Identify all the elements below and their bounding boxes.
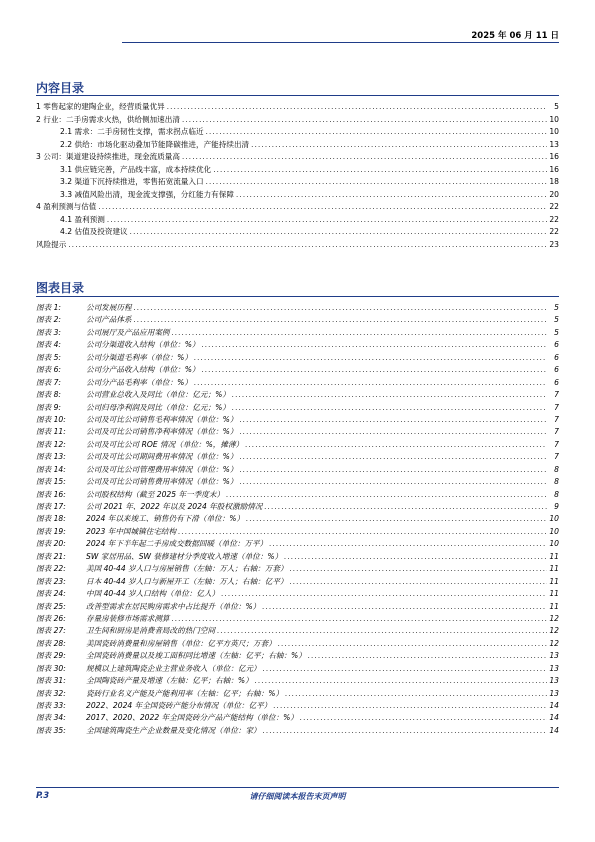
figure-entry-number: 图表 1: (36, 303, 61, 312)
figure-entry-number: 图表 7: (36, 377, 61, 387)
figure-entry-page: 9 (554, 502, 559, 511)
figure-entry-number: 图表 33: (36, 701, 66, 710)
dot-leader (202, 364, 547, 376)
figure-entry-page: 13 (549, 676, 559, 686)
figure-entry-label: 日本 40-44 岁人口与新屋开工（左轴：万人；右轴：亿平） (86, 576, 288, 586)
figure-entry[interactable] (36, 476, 559, 488)
figure-entry[interactable] (36, 402, 559, 414)
dot-leader (300, 712, 547, 724)
figure-entry-number: 图表 28: (36, 638, 66, 648)
figure-entry-page: 7 (554, 414, 559, 424)
figure-entry[interactable] (36, 389, 559, 401)
figure-entry[interactable] (36, 352, 559, 364)
contents-entry[interactable] (36, 226, 559, 239)
dot-leader (240, 464, 548, 476)
figure-entry[interactable] (36, 526, 559, 538)
contents-entry-label: 2.1 需求：二手房韧性支撑，需求拐点临近 (60, 127, 204, 136)
dot-leader (68, 239, 547, 252)
figure-entry-page: 11 (549, 576, 559, 586)
dot-leader (246, 513, 547, 525)
figure-entry-number: 图表 31: (36, 676, 66, 686)
figure-entry[interactable] (36, 625, 559, 637)
contents-entry-label: 3.2 渠道下沉持续推进，零售拓宽流量入口 (60, 177, 204, 186)
figure-entry[interactable] (36, 327, 559, 339)
figure-entry-number: 图表 19: (36, 526, 66, 536)
contents-list (36, 101, 559, 251)
contents-entry-page: 22 (549, 202, 559, 211)
figure-entry-page: 6 (554, 352, 559, 362)
dot-leader (232, 402, 547, 414)
figure-entry-number: 图表 21: (36, 551, 66, 561)
figure-entry-page: 7 (554, 427, 559, 437)
figure-entry-number: 图表 30: (36, 663, 66, 673)
dot-leader (240, 426, 548, 438)
figure-entry-number: 图表 22: (36, 564, 66, 574)
contents-entry-label: 3.3 减值风险出清，现金流支撑强，分红能力有保障 (60, 189, 234, 199)
figure-entry[interactable] (36, 464, 559, 476)
figure-entry-page: 7 (554, 439, 559, 449)
figure-entry-page: 8 (554, 464, 559, 474)
contents-entry[interactable] (36, 139, 559, 152)
contents-entry-page: 13 (549, 139, 559, 149)
figure-entry-label: 2024 年下半年起二手房成交数据回暖（单位：万平） (86, 539, 268, 549)
dot-leader (182, 151, 547, 164)
figure-entry[interactable] (36, 451, 559, 463)
figure-entry[interactable] (36, 339, 559, 351)
figure-entry-page: 13 (549, 663, 559, 673)
figure-entry[interactable] (36, 675, 559, 687)
figure-entry-label: 全国陶瓷砖产量及增速（左轴：亿平；右轴：%） (86, 676, 253, 686)
figure-entry-label: SW 家居用品、SW 装修建材分季度收入增速（单位：%） (86, 551, 283, 561)
dot-leader (240, 451, 548, 463)
figure-entry-number: 图表 12: (36, 439, 66, 449)
figure-entry-number: 图表 9: (36, 402, 61, 412)
figure-entry-label: 公司及可比公司 ROE 情况（单位：%，摊薄） (86, 439, 244, 449)
figure-entry[interactable] (36, 314, 559, 326)
contents-entry-page: 22 (549, 227, 559, 236)
contents-entry-page: 23 (549, 239, 559, 249)
figure-entry[interactable] (36, 563, 559, 575)
figure-entry-label: 2017、2020、2022 年全国瓷砖分产品产能结构（单位：%） (86, 713, 298, 723)
figure-entry-label: 公司 2021 年、2022 年以及 2024 年股权激励情况 (86, 502, 263, 511)
figure-entry-label: 改善型需求在居民购房需求中占比提升（单位：%） (86, 601, 261, 611)
figure-entry[interactable] (36, 414, 559, 426)
contents-entry[interactable] (36, 189, 559, 202)
figure-entry-page: 5 (554, 303, 559, 312)
figures-title-rule (36, 296, 559, 297)
dot-leader (217, 625, 547, 637)
figure-entry-number: 图表 11: (36, 427, 66, 437)
figure-entry-page: 14 (549, 725, 559, 735)
figure-entry-page: 11 (549, 589, 559, 599)
contents-entry-label: 2.2 供给：市场化驱动叠加节能降碳推进，产能持续出清 (60, 139, 250, 149)
figure-entry-label: 规模以上建筑陶瓷企业主营业务收入（单位：亿元） (86, 663, 261, 673)
figure-entry[interactable] (36, 302, 559, 314)
figure-entry-page: 12 (549, 626, 559, 636)
figure-entry-page: 6 (554, 340, 559, 350)
figure-entry-label: 存量房装修市场需求测算 (86, 613, 170, 623)
dot-leader (226, 489, 547, 501)
figure-entry[interactable] (36, 439, 559, 451)
figure-entry-number: 图表 14: (36, 464, 66, 474)
contents-entry[interactable] (36, 164, 559, 177)
figure-entry-page: 11 (549, 551, 559, 561)
figure-entry-page: 7 (554, 390, 559, 400)
dot-leader (98, 201, 547, 214)
figure-entry[interactable] (36, 700, 559, 712)
figure-entry-label: 公司及可比公司销售净利率情况（单位：%） (86, 427, 238, 437)
figure-entry-label: 公司及可比公司销售费用率情况（单位：%） (86, 477, 238, 487)
figure-entry[interactable] (36, 538, 559, 550)
dot-leader (194, 377, 547, 389)
figure-entry-label: 全国瓷砖消费量以及竣工面积同比增速（左轴：亿平；右轴：%） (86, 651, 306, 661)
figure-entry-page: 8 (554, 489, 559, 499)
figure-entry-number: 图表 8: (36, 390, 61, 400)
page-number: P.3 (36, 791, 50, 801)
figure-entry-label: 2023 年中国城镇住宅结构 (86, 526, 177, 536)
figure-entry[interactable] (36, 725, 559, 737)
figure-entry[interactable] (36, 588, 559, 600)
dot-leader (206, 176, 547, 189)
figure-entry-page: 8 (554, 477, 559, 487)
dot-leader (194, 352, 547, 364)
contents-entry[interactable] (36, 214, 559, 227)
header-divider (122, 42, 559, 43)
contents-entry-page: 16 (549, 152, 559, 161)
figure-entry-page: 10 (549, 526, 559, 536)
figure-entry-number: 图表 2: (36, 315, 61, 325)
figure-entry-number: 图表 20: (36, 539, 66, 549)
contents-entry[interactable] (36, 114, 559, 127)
figure-entry-label: 公司发展历程 (86, 303, 132, 312)
contents-entry-label: 4.1 盈利预测 (60, 214, 105, 224)
contents-entry-label: 4 盈利预测与估值 (36, 202, 97, 211)
figure-entry-page: 13 (549, 651, 559, 661)
figure-entry-number: 图表 16: (36, 489, 66, 499)
dot-leader (263, 663, 547, 675)
dot-leader (290, 563, 547, 575)
figure-entry-label: 美国瓷砖消费量和房屋销售（单位：亿平方英尺；万套） (86, 638, 276, 648)
report-date: 2025 年 06 月 11 日 (471, 31, 559, 41)
figure-entry[interactable] (36, 663, 559, 675)
dot-leader (251, 139, 547, 152)
contents-entry-page: 20 (549, 189, 559, 199)
figure-entry-number: 图表 29: (36, 651, 66, 661)
figure-entry-label: 公司及可比公司销售毛利率情况（单位：%） (86, 414, 238, 424)
figure-entry[interactable] (36, 576, 559, 588)
figure-entry-page: 5 (554, 327, 559, 337)
dot-leader (273, 700, 547, 712)
figure-entry-page: 14 (549, 713, 559, 723)
figure-entry-label: 2024 年以来竣工、销售仍有下滑（单位：%） (86, 514, 245, 524)
contents-title: 内容目录 (36, 81, 85, 95)
contents-entry-label: 风险提示 (36, 239, 67, 249)
contents-entry-label: 1 零售起家的建陶企业，经营质量优异 (36, 102, 165, 111)
figure-entry[interactable] (36, 638, 559, 650)
figure-entry-page: 7 (554, 402, 559, 412)
dot-leader (245, 439, 547, 451)
dot-leader (134, 314, 547, 326)
figure-entry-page: 11 (549, 601, 559, 611)
figure-entry-label: 公司股权结构（截至 2025 年一季度末） (86, 489, 225, 499)
figure-entry[interactable] (36, 426, 559, 438)
figure-entry-number: 图表 26: (36, 613, 66, 623)
dot-leader (308, 650, 547, 662)
dot-leader (172, 327, 547, 339)
dot-leader (285, 688, 547, 700)
dot-leader (240, 476, 548, 488)
dot-leader (232, 389, 547, 401)
figure-entry-number: 图表 10: (36, 414, 66, 424)
dot-leader (134, 302, 547, 314)
figure-entry-page: 6 (554, 365, 559, 375)
dot-leader (264, 501, 547, 513)
figure-entry-label: 公司及可比公司管理费用率情况（单位：%） (86, 464, 238, 474)
contents-title-rule (36, 95, 559, 96)
figure-entry-page: 11 (549, 564, 559, 574)
contents-entry[interactable] (36, 101, 559, 114)
figure-entry-label: 卫生间和厨房是消费者局改的热门空间 (86, 626, 216, 636)
figure-entry[interactable] (36, 513, 559, 525)
figure-entry-number: 图表 35: (36, 725, 66, 735)
figure-entry[interactable] (36, 377, 559, 389)
contents-entry[interactable] (36, 151, 559, 164)
figure-entry-label: 公司及可比公司期间费用率情况（单位：%） (86, 452, 238, 462)
contents-entry-page: 5 (554, 102, 559, 111)
contents-entry-page: 10 (549, 114, 559, 124)
figure-entry-page: 10 (549, 514, 559, 524)
figures-title: 图表目录 (36, 281, 85, 295)
contents-entry-page: 18 (549, 177, 559, 186)
dot-leader (206, 126, 547, 139)
figure-entry-page: 10 (549, 539, 559, 549)
figure-entry-label: 公司分渠道收入结构（单位：%） (86, 340, 200, 350)
figure-entry-number: 图表 34: (36, 713, 66, 723)
figure-entry-label: 公司分渠道毛利率（单位：%） (86, 352, 192, 362)
contents-entry-page: 10 (549, 127, 559, 136)
contents-entry-label: 4.2 估值及投资建议 (60, 227, 128, 236)
figure-entry-page: 5 (554, 315, 559, 325)
figure-entry-number: 图表 5: (36, 352, 61, 362)
dot-leader (107, 214, 547, 227)
figure-entry-number: 图表 6: (36, 365, 61, 375)
dot-leader (167, 101, 547, 114)
figure-entry[interactable] (36, 613, 559, 625)
dot-leader (172, 613, 547, 625)
figure-entry-number: 图表 18: (36, 514, 66, 524)
dot-leader (213, 164, 547, 177)
figure-entry-page: 13 (549, 688, 559, 698)
figure-entry[interactable] (36, 650, 559, 662)
figure-entry-number: 图表 23: (36, 576, 66, 586)
contents-entry[interactable] (36, 201, 559, 214)
figure-entry-label: 公司营业总收入及同比（单位：亿元；%） (86, 390, 230, 400)
figure-entry-label: 瓷砖行业名义产能及产能利用率（左轴：亿平；右轴：%） (86, 688, 284, 698)
dot-leader (182, 114, 547, 127)
dot-leader (202, 339, 547, 351)
figure-entry-number: 图表 13: (36, 452, 66, 462)
figure-entry[interactable] (36, 501, 559, 513)
figure-entry-number: 图表 15: (36, 477, 66, 487)
dot-leader (178, 526, 547, 538)
figure-entry[interactable] (36, 688, 559, 700)
contents-entry-page: 22 (549, 214, 559, 224)
figure-entry-number: 图表 32: (36, 688, 66, 698)
dot-leader (255, 675, 547, 687)
dot-leader (269, 538, 547, 550)
contents-entry[interactable] (36, 239, 559, 252)
figure-entry-number: 图表 25: (36, 601, 66, 611)
figure-entry-page: 12 (549, 613, 559, 623)
figure-entry[interactable] (36, 551, 559, 563)
figure-entry-number: 图表 3: (36, 327, 61, 337)
figure-entry-label: 公司归母净利润及同比（单位：亿元；%） (86, 402, 230, 412)
figure-entry-number: 图表 4: (36, 340, 61, 350)
figure-entry[interactable] (36, 489, 559, 501)
figure-entry-page: 6 (554, 377, 559, 387)
figure-entry-label: 2022、2024 年全国瓷砖产能分布情况（单位：亿平） (86, 701, 272, 710)
figure-entry-number: 图表 17: (36, 502, 66, 511)
contents-entry-page: 16 (549, 164, 559, 174)
dot-leader (278, 638, 547, 650)
dot-leader (284, 551, 547, 563)
dot-leader (130, 226, 547, 239)
dot-leader (221, 588, 547, 600)
contents-entry-label: 3 公司：渠道建设持续推进，现金流质量高 (36, 152, 180, 161)
figure-entry-page: 7 (554, 452, 559, 462)
figure-entry-label: 全国建筑陶瓷生产企业数量及变化情况（单位：家） (86, 725, 261, 735)
figure-entry-number: 图表 24: (36, 589, 66, 599)
figure-entry[interactable] (36, 364, 559, 376)
dot-leader (263, 725, 547, 737)
figure-entry-number: 图表 27: (36, 626, 66, 636)
dot-leader (236, 189, 547, 202)
figure-entry-label: 中国 40-44 岁人口结构（单位：亿人） (86, 589, 220, 599)
figure-entry-page: 12 (549, 638, 559, 648)
disclaimer-note: 请仔细阅读本报告末页声明 (249, 792, 346, 801)
figures-list (36, 302, 559, 737)
figure-entry-label: 美国 40-44 岁人口与房屋销售（左轴：万人；右轴：万套） (86, 564, 288, 574)
dot-leader (240, 414, 548, 426)
figure-entry-label: 公司分产品毛利率（单位：%） (86, 377, 192, 387)
figure-entry-page: 14 (549, 701, 559, 710)
footer-divider (36, 787, 559, 788)
dot-leader (262, 601, 547, 613)
figure-entry-label: 公司产品体系 (86, 315, 132, 325)
figure-entry-label: 公司展厅及产品应用案例 (86, 327, 170, 337)
figure-entry[interactable] (36, 712, 559, 724)
figure-entry[interactable] (36, 601, 559, 613)
contents-entry-label: 3.1 供应链完善，产品线丰富，成本持续优化 (60, 164, 212, 174)
contents-entry-label: 2 行业：二手房需求火热，供给侧加速出清 (36, 114, 180, 124)
figure-entry-label: 公司分产品收入结构（单位：%） (86, 365, 200, 375)
contents-entry[interactable] (36, 176, 559, 189)
dot-leader (290, 576, 547, 588)
contents-entry[interactable] (36, 126, 559, 139)
